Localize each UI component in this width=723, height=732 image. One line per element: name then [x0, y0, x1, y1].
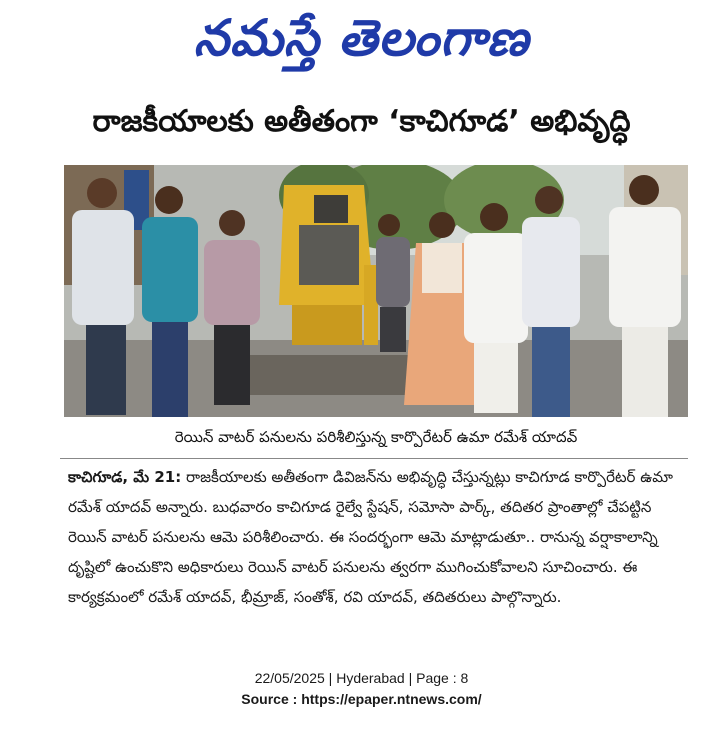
page-footer — [0, 668, 723, 710]
article-body-text: రాజకీయాలకు అతీతంగా డివిజన్‌ను అభివృద్ధి చేస్తున్నట్లు కాచిగూడ కార్పొరేటర్ ఉమా రమేశ్ యాదవ్ అన్నారు. బుధవారం కాచిగూడ రైల్వే స్టేషన్, సమోసా పార్క్, తదితర ప్రాంతాల్లో చేపట్టిన రెయిన్ వాటర్ పనులను ఆమె పరిశీలించారు. ఈ సందర్భంగా ఆమె మాట్లాడుతూ.. రానున్న వర్షాకాలాన్ని దృష్టిలో ఉంచుకొని అధికారులు రెయిన్ వాటర్ పనులను త్వరగా ముగించుకోవాలని సూచించారు. ఈ కార్యక్రమంలో రమేశ్ యాదవ్, భీమ్రాజ్, సంతోశ్, రవి యాదవ్, తదితరులు పాల్గొన్నారు. — [68, 468, 673, 606]
footer-date-page: 22/05/2025 | Hyderabad | Page : 8 — [254, 670, 469, 686]
article-headline: రాజకీయాలకు అతీతంగా ‘కాచిగూడ’ అభివృద్ధి — [92, 104, 631, 139]
footer-source: Source : https://epaper.ntnews.com/ — [241, 691, 482, 707]
photo-caption: రెయిన్ వాటర్ పనులను పరిశీలిస్తున్న కార్పొరేటర్ ఉమా రమేశ్ యాదవ్ — [174, 428, 578, 446]
article-photo — [64, 165, 688, 417]
caption-divider — [60, 458, 688, 459]
article-body — [68, 462, 684, 612]
article-dateline: కాచిగూడ, మే 21: — [68, 468, 182, 486]
newspaper-masthead: నమస్తే తెలంగాణ — [193, 8, 530, 67]
